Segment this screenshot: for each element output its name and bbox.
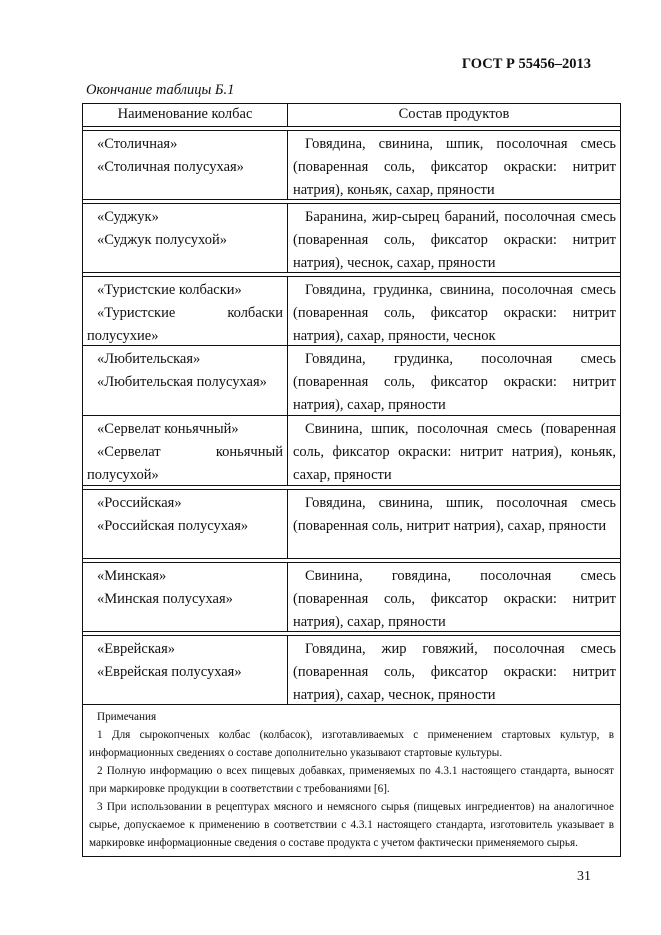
sausage-name: «Российская полусухая» bbox=[97, 518, 249, 534]
sausage-name: «Столичная» bbox=[97, 136, 178, 152]
note-item: 1 Для сырокопченых колбас (колбасок), изготавливаемых с применением стартовых культур, в информационных сведениях о составе дополнительно указывают стартовые культуры. bbox=[89, 729, 614, 759]
composition-cell: Говядина, свинина, шпик, посолочная смесь (поваренная соль, нитрит натрия), сахар, пряности bbox=[293, 495, 616, 534]
sausage-name: «Российская» bbox=[97, 495, 182, 511]
sausage-name-cell bbox=[83, 204, 288, 272]
sausage-name-cell bbox=[83, 563, 288, 631]
note-item: 2 Полную информацию о всех пищевых добавках, применяемых по 4.3.1 настоящего стандарта, выносят при маркировке продукции в соответствии с требованиями [6]. bbox=[89, 765, 614, 795]
sausage-name: «Еврейская полусухая» bbox=[97, 664, 242, 680]
sausage-name: «Столичная полусухая» bbox=[97, 159, 244, 175]
sausage-name: «Еврейская» bbox=[97, 641, 176, 657]
table-notes bbox=[83, 705, 620, 856]
sausage-name: «Любительская полусухая» bbox=[97, 374, 267, 390]
sausage-name: «Минская» bbox=[97, 568, 167, 584]
sausage-name-cell bbox=[83, 490, 288, 558]
table-caption: Окончание таблицы Б.1 bbox=[86, 82, 235, 98]
composition-cell: Баранина, жир-сырец бараний, посолочная смесь (поваренная соль, фиксатор окраски: нитрит натрия), чеснок, сахар, пряности bbox=[293, 209, 616, 271]
column-header-name: Наименование колбас bbox=[83, 104, 288, 126]
document-standard-header: ГОСТ Р 55456–2013 bbox=[461, 56, 591, 72]
table-row bbox=[83, 276, 620, 346]
sausage-name: «Туристские колбаски» bbox=[97, 282, 242, 298]
sausage-composition-table bbox=[82, 103, 621, 857]
composition-cell: Говядина, грудинка, посолочная смесь (поваренная соль, фиксатор окраски: нитрит натрия), сахар, пряности bbox=[293, 351, 616, 413]
sausage-name-cell bbox=[83, 131, 288, 199]
table-row bbox=[83, 346, 620, 416]
composition-cell: Говядина, жир говяжий, посолочная смесь (поваренная соль, фиксатор окраски: нитрит натрия), сахар, чеснок, пряности bbox=[293, 641, 616, 703]
composition-cell: Свинина, говядина, посолочная смесь (поваренная соль, фиксатор окраски: нитрит натрия), сахар, пряности bbox=[293, 568, 616, 630]
composition-cell: Говядина, свинина, шпик, посолочная смесь (поваренная соль, фиксатор окраски: нитрит натрия), коньяк, сахар, пряности bbox=[293, 136, 616, 198]
sausage-name: «Минская полусухая» bbox=[97, 591, 233, 607]
table-row bbox=[83, 489, 620, 559]
table-row bbox=[83, 203, 620, 273]
sausage-name: «Сервелат коньячный» bbox=[97, 421, 239, 437]
table-row bbox=[83, 130, 620, 200]
note-item: 3 При использовании в рецептурах мясного и немясного сырья (пищевых ингредиентов) на аналогичное сырье, допускаемое к применению в соответствии с 4.3.1 настоящего стандарта, изготовитель указывает в маркировке информационные сведения о составе продукта с учетом фактически применяемого сырья. bbox=[89, 801, 614, 849]
table-row bbox=[83, 416, 620, 486]
column-header-composition: Состав продуктов bbox=[398, 106, 510, 122]
sausage-name-cell bbox=[83, 277, 288, 345]
table-row bbox=[83, 562, 620, 632]
sausage-name: «Туристские колбаски полусухие» bbox=[87, 305, 283, 344]
table-header-row bbox=[83, 104, 620, 127]
sausage-name: «Любительская» bbox=[97, 351, 201, 367]
sausage-name: «Суджук полусухой» bbox=[97, 232, 227, 248]
notes-title: Примечания bbox=[97, 711, 157, 723]
composition-cell: Свинина, шпик, посолочная смесь (поваренная соль, фиксатор окраски: нитрит натрия), коньяк, сахар, пряности bbox=[293, 421, 616, 483]
sausage-name: «Суджук» bbox=[97, 209, 159, 225]
sausage-name: «Сервелат коньячный полусухой» bbox=[87, 444, 283, 483]
sausage-name-cell bbox=[83, 346, 288, 415]
sausage-name-cell bbox=[83, 636, 288, 704]
sausage-name-cell bbox=[83, 416, 288, 485]
table-row bbox=[83, 635, 620, 705]
composition-cell: Говядина, грудинка, свинина, посолочная смесь (поваренная соль, фиксатор окраски: нитрит натрия), сахар, пряности, чеснок bbox=[293, 282, 616, 344]
page-number: 31 bbox=[577, 869, 591, 884]
